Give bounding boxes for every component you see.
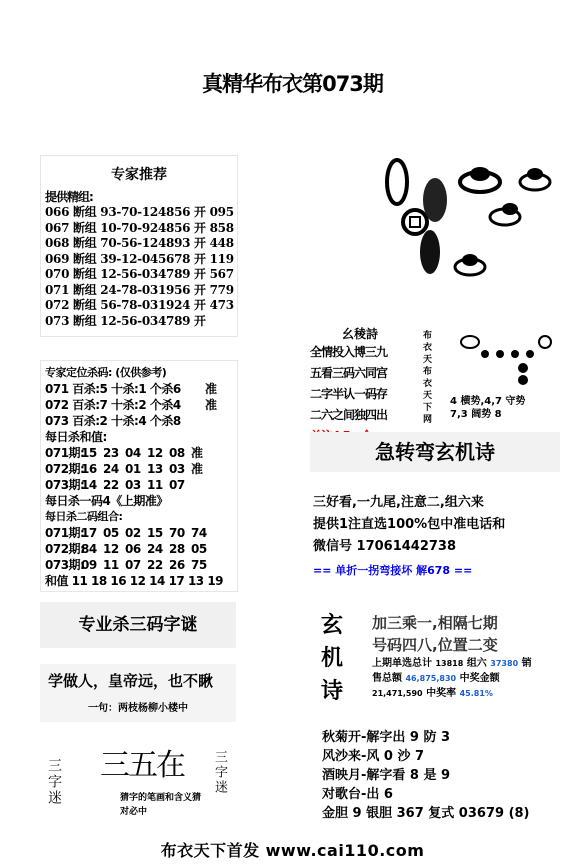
num: 07 [125, 558, 141, 572]
xuan-data [372, 612, 567, 701]
num: 11 [103, 558, 119, 572]
num: 70 [169, 526, 185, 540]
expert-sub: 提供精组: [45, 190, 93, 204]
riddle-big-title: 急转弯玄机诗 [310, 432, 560, 472]
expert-row: 071 断组 24-78-031956 开 779 [45, 282, 234, 297]
riddle3-panel [40, 730, 236, 830]
expert-panel [40, 155, 238, 337]
num: 05 [191, 542, 207, 556]
riddle3-big: 三五在 [100, 748, 184, 783]
footer: 布衣天下首发 www.cai110.com [160, 841, 425, 860]
clue-line: 秋菊开-解字出 9 防 3 [322, 730, 451, 745]
poem-line: 全情投入博三九 [310, 345, 388, 359]
stat: 中奖金额 [459, 673, 500, 684]
clues [322, 728, 530, 823]
period: 072期: [45, 542, 85, 556]
coins-small-image [455, 330, 555, 392]
period: 073期: [45, 558, 85, 572]
num: 24 [147, 542, 163, 556]
mark: 准 [191, 446, 203, 460]
poem-line: 二六之间独四出 [310, 408, 388, 422]
daily-head: 每日杀和值: [45, 430, 107, 444]
info-paragraph [313, 492, 563, 582]
kill-mark: 准 [205, 382, 217, 396]
num: 24 [103, 462, 119, 476]
xuan-char: 机 [320, 646, 343, 671]
num: 07 [169, 478, 185, 492]
riddle2-panel [40, 664, 236, 722]
num: 15 [147, 526, 163, 540]
coins-ingots-image [385, 152, 555, 307]
num: 12 [147, 446, 163, 460]
stat: 37380 [490, 659, 519, 668]
num: 22 [147, 558, 163, 572]
clue-line: 风沙来-风 0 沙 7 [322, 749, 425, 764]
period: 073期: [45, 478, 85, 492]
stat: 销 [521, 658, 532, 669]
two-head: 每日杀二码组合: [45, 510, 123, 523]
kill-sub: 专家定位杀码: (仅供参考) [45, 366, 167, 379]
clue-line: 金胆 9 银胆 367 复式 03679 (8) [322, 806, 530, 821]
num: 84 [81, 542, 97, 556]
poem-line: 二字半认一码存 [310, 387, 388, 401]
num: 08 [169, 446, 185, 460]
xuan-vertical [318, 612, 346, 711]
poem-head: 幺稜詩 [341, 327, 378, 341]
stat: 13818 [435, 659, 464, 668]
hint-text [450, 395, 525, 421]
num: 01 [125, 462, 141, 476]
mark: 准 [191, 462, 203, 476]
riddle2-line: 学做人，皇帝远，也不瞅 [48, 672, 214, 690]
clue-line: 酒映月-解字看 8 是 9 [322, 768, 451, 783]
num: 74 [191, 526, 207, 540]
hint-line: 7,3 阔势 8 [450, 409, 502, 420]
num: 28 [169, 542, 185, 556]
para-line: 提供1注直选100%包中准电话和 [313, 517, 506, 532]
num: 16 [81, 462, 97, 476]
expert-row: 070 断组 12-56-034789 开 567 [45, 267, 234, 281]
period: 071期: [45, 526, 85, 540]
num: 26 [169, 558, 185, 572]
riddle3-right: 三字迷 [212, 750, 227, 795]
expert-row: 069 断组 39-12-045678 开 119 [45, 251, 234, 266]
clue-line: 对歌台-出 6 [322, 787, 393, 802]
num: 09 [81, 558, 97, 572]
vertical-text: 布衣天布衣天下网 [421, 330, 431, 426]
poem-line: 五看三码六同宫 [310, 366, 388, 380]
para-line: 微信号 17061442738 [313, 539, 457, 554]
kill-row: 072 百杀:7 十杀:2 个杀4 [45, 398, 181, 412]
expert-row: 068 断组 70-56-124893 开 448 [45, 236, 234, 250]
riddle3-sub2: 对必中 [120, 807, 148, 817]
stat: 中奖率 [426, 688, 457, 699]
num: 04 [125, 446, 141, 460]
poem-panel [310, 325, 410, 447]
num: 12 [103, 542, 119, 556]
stat: 上期单选总计 [372, 658, 432, 669]
stat: 组六 [466, 658, 487, 669]
num: 03 [125, 478, 141, 492]
xuan-char: 玄 [320, 613, 343, 638]
num: 75 [191, 558, 207, 572]
kill-row: 073 百杀:2 十杀:4 个杀8 [45, 414, 181, 428]
num: 02 [125, 526, 141, 540]
stat: 45.81% [459, 689, 493, 698]
riddle2-sub: 一句：两枝杨柳小楼中 [88, 703, 188, 714]
sum-line: 和值 11 18 16 12 14 17 13 19 [45, 574, 224, 588]
period: 071期: [45, 446, 85, 460]
period: 072期: [45, 462, 85, 476]
para-line: 三好看,一九尾,注意二,组六来 [313, 495, 484, 510]
stat: 21,471,590 [372, 689, 423, 698]
num: 17 [81, 526, 97, 540]
page-title: 真精华布衣第073期 [202, 72, 383, 96]
one-code: 每日杀一码4《上期准》 [45, 494, 168, 508]
stat: 46,875,830 [405, 674, 457, 683]
num: 23 [103, 446, 119, 460]
riddle3-left: 三字迷 [46, 758, 62, 806]
num: 22 [103, 478, 119, 492]
hint-line: 4 横势,4,7 守势 [450, 396, 526, 407]
kill-mark: 准 [205, 398, 217, 412]
kill-row: 071 百杀:5 十杀:1 个杀6 [45, 382, 181, 396]
x-line: 加三乘一,相隔七期 [372, 614, 498, 632]
x-line: 号码四八,位置二变 [372, 636, 498, 654]
riddle-title: 专业杀三码字谜 [40, 602, 236, 648]
num: 03 [169, 462, 185, 476]
expert-row: 067 断组 10-70-924856 开 858 [45, 220, 234, 235]
stat: 售总额 [372, 673, 402, 684]
xuan-char: 诗 [320, 679, 343, 704]
expert-row: 073 断组 12-56-034789 开 [45, 313, 206, 328]
num: 06 [125, 542, 141, 556]
para-blue: == 单折一拐弯接坏 解678 == [313, 564, 473, 577]
kill-panel [40, 360, 238, 592]
num: 14 [81, 478, 97, 492]
num: 11 [147, 478, 163, 492]
num: 13 [147, 462, 163, 476]
expert-row: 072 断组 56-78-031924 开 473 [45, 298, 234, 312]
num: 05 [103, 526, 119, 540]
riddle3-sub1: 猜字的笔画和含义猜 [120, 793, 202, 803]
expert-head: 专家推荐 [111, 167, 167, 183]
expert-row: 066 断组 93-70-124856 开 095 [45, 205, 234, 219]
num: 15 [81, 446, 97, 460]
